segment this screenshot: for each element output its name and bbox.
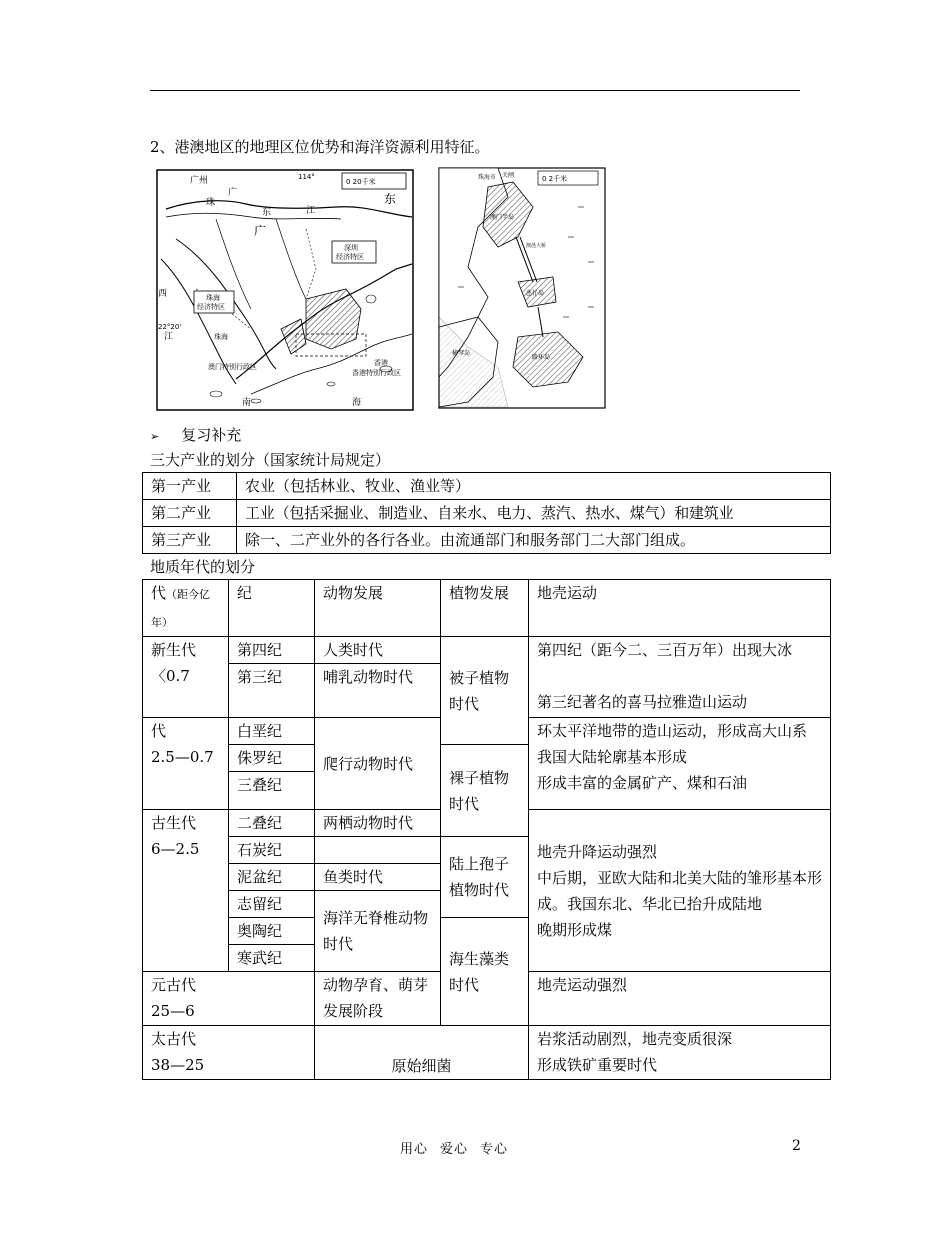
map1-scale: 0 20千米 [346,178,376,186]
table-row: 三叠纪 [143,772,831,799]
svg-text:香港特别行政区: 香港特别行政区 [352,369,401,377]
macau-map [438,167,606,409]
svg-text:澳门特别行政区: 澳门特别行政区 [208,363,257,371]
table-row: 第三产业 除一、二产业外的各行各业。由流通部门和服务部门二大部门组成。 [143,527,831,554]
zhuhai-label: 珠海 [206,294,220,302]
svg-text:香港: 香港 [374,359,388,367]
table-row: 代 2.5—0.7 白垩纪 爬行动物时代 环太平洋地带的造山运动，形成高大山系 我国大陆轮廓基本形成 形成丰富的金属矿产、煤和石油 [143,718,831,745]
svg-text:关闸: 关闸 [502,172,515,179]
svg-text:东: 东 [262,208,272,218]
table-row: 新生代 〈0.7 第四纪 人类时代 被子植物时代 第四纪（距今二、三百万年）出现大冰 第三纪著名的喜马拉雅造山运动 [143,637,831,664]
svg-text:东: 东 [384,192,397,206]
header-rule [150,90,800,91]
svg-text:珠: 珠 [206,198,216,208]
svg-text:江: 江 [306,206,316,216]
svg-text:珠海市: 珠海市 [478,174,497,181]
section-heading: 2、港澳地区的地理区位优势和海洋资源利用特征。 [150,138,490,156]
page-footer: 用心 爱心 专心 [400,1142,509,1157]
svg-text:江: 江 [164,332,174,342]
table-row: 寒武纪 [143,945,831,972]
table-row: 元古代 25—6 动物孕育、萌芽发展阶段 地壳运动强烈 [143,972,831,1026]
svg-text:珠海: 珠海 [214,333,228,341]
page-number: 2 [792,1138,801,1154]
table-row: 侏罗纪 裸子植物时代 [143,745,831,772]
svg-text:经济特区: 经济特区 [197,303,225,311]
table-row: 志留纪 海洋无脊椎动物时代 [143,891,831,918]
svg-text:南: 南 [242,398,252,408]
table-row: 第二产业 工业（包括采掘业、制造业、自来水、电力、蒸汽、热水、煤气）和建筑业 [143,500,831,527]
table-row: 太古代 38—25 原始细菌 岩浆活动剧烈，地壳变质很深 形成铁矿重要时代 [143,1026,831,1080]
svg-text:经济特区: 经济特区 [336,253,364,261]
svg-text:广: 广 [254,224,267,238]
geologic-caption: 地质年代的划分 [150,558,256,576]
svg-text:横琴岛: 横琴岛 [452,350,471,357]
svg-text:广州: 广州 [190,176,209,186]
svg-text:路环岛: 路环岛 [532,354,551,361]
svg-text:氹仔岛: 氹仔岛 [526,290,545,297]
svg-text:澳氹大桥: 澳氹大桥 [526,243,547,249]
review-bullet: ➢ 复习补充 [150,426,242,444]
table-row: 石炭纪 陆上孢子植物时代 [143,837,831,864]
industries-caption: 三大产业的划分（国家统计局规定） [150,451,391,469]
svg-text:114°: 114° [298,173,315,181]
table-row: 古生代 6—2.5 二叠纪 两栖动物时代 地壳升降运动强烈 中后期，亚欧大陆和北美大陆的雏形基本形成。我国东北、华北已抬升成陆地 晚期形成煤 [143,810,831,837]
table-row: 泥盆纪 鱼类时代 [143,864,831,891]
table-row: 第三纪 哺乳动物时代 [143,664,831,691]
shenzhen-label: 深圳 [344,244,358,252]
geologic-time-table [142,579,831,1080]
table-header-row: 代（距今亿年） 纪 动物发展 植物发展 地壳运动 [143,580,831,637]
arrow-bullet-icon: ➢ [150,430,160,443]
svg-text:海: 海 [352,398,362,408]
svg-text:广: 广 [228,188,238,198]
svg-text:西: 西 [158,289,168,299]
table-row: 第一产业 农业（包括林业、牧业、渔业等） [143,473,831,500]
table-row: 奥陶纪 海生藻类时代 [143,918,831,945]
map2-scale: 0 2千米 [542,175,568,183]
svg-text:22°20': 22°20' [158,323,182,331]
svg-text:澳门半岛: 澳门半岛 [490,214,515,221]
industries-table [142,472,831,554]
pearl-river-delta-map [156,169,414,411]
